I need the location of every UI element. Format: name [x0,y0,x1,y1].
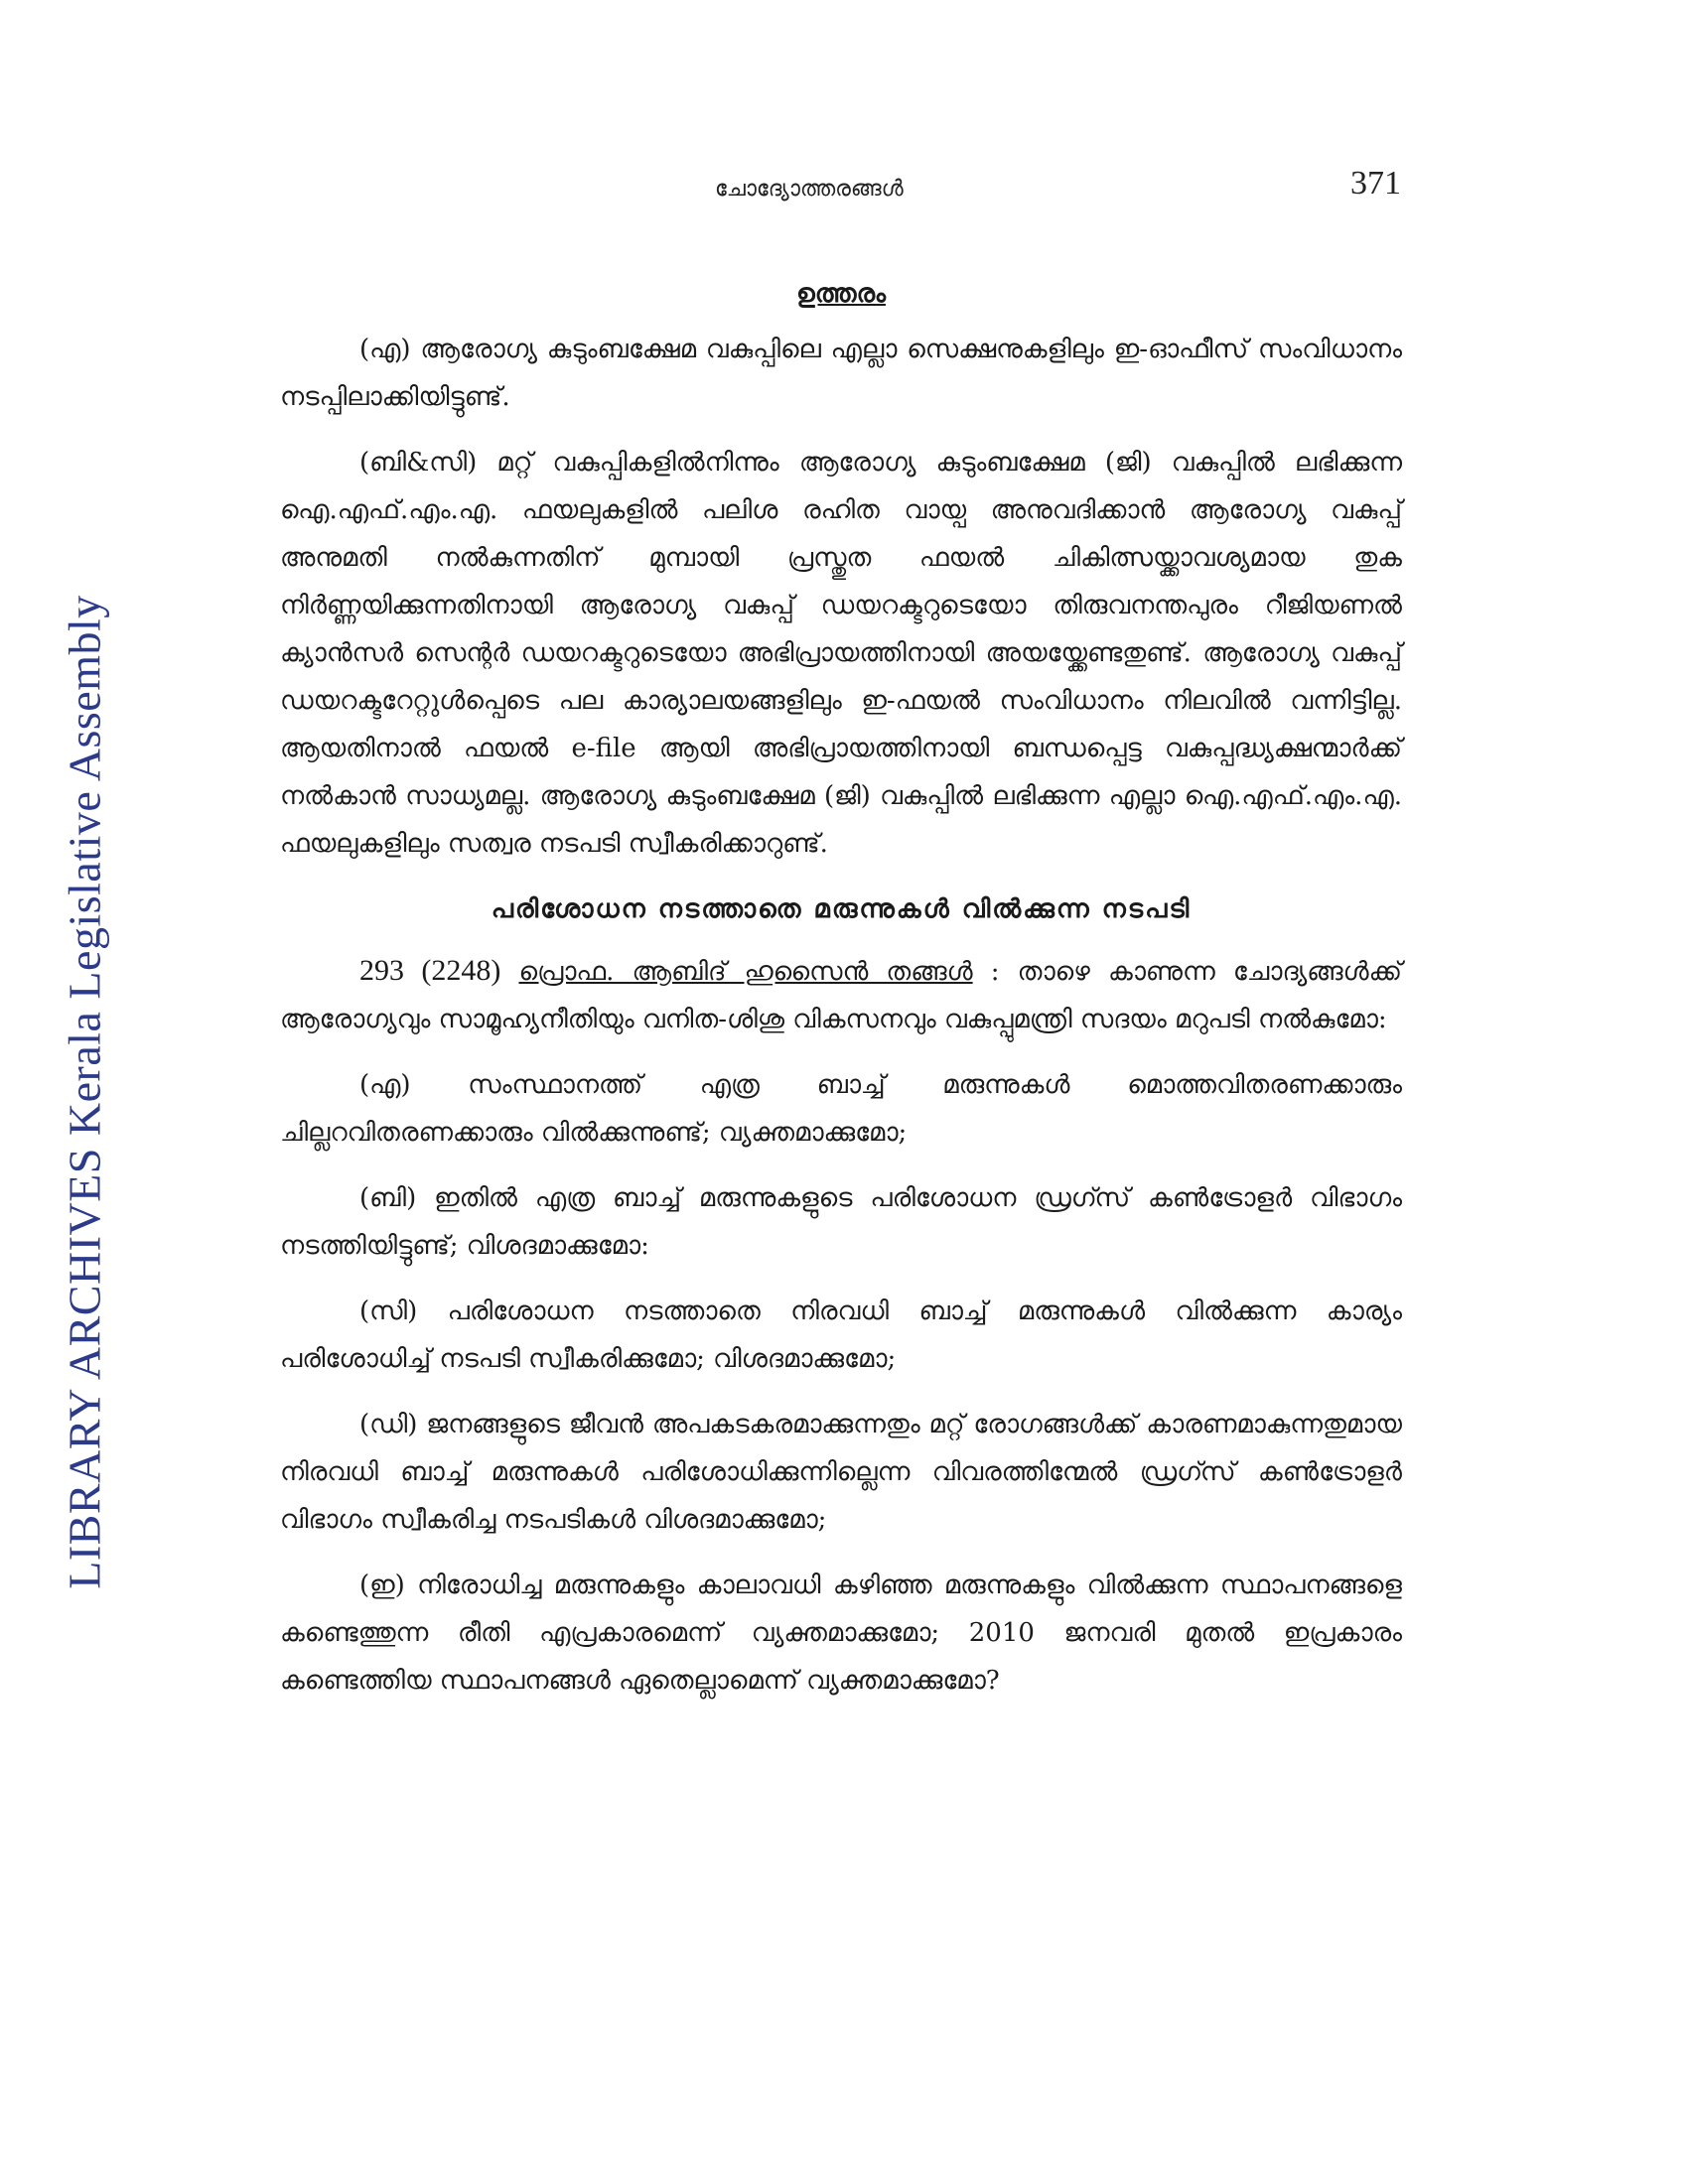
page-number: 371 [1350,165,1401,202]
page-header-title: ചോദ്യോത്തരങ്ങൾ [715,177,904,202]
question-asker: പ്രൊഫ. ആബിദ് ഹുസൈൻ തങ്ങൾ [518,957,973,987]
question-intro: : താഴെ കാണുന്ന ചോദ്യങ്ങൾക്ക് ആരോഗ്യവും സാമൂഹ്യനീതിയും വനിത-ശിശു വികസനവും വകുപ്പുമന്ത്രി സദയം മറുപടി നൽകുമോ: [280,957,1403,1034]
answer-part-a: (എ) ആരോഗ്യ കുടുംബക്ഷേമ വകുപ്പിലെ എല്ലാ സെക്ഷനുകളിലും ഇ-ഓഫീസ് സംവിധാനം നടപ്പിലാക്കിയിട്ടുണ്ട്. [280,335,1402,412]
question-number: 293 (2248) [359,954,501,987]
question-part-e: (ഇ) നിരോധിച്ച മരുന്നുകളും കാലാവധി കഴിഞ്ഞ മരുന്നുകളും വിൽക്കുന്ന സ്ഥാപനങ്ങളെ കണ്ടെത്തുന്ന രീതി എപ്രകാരമെന്ന് വ്യക്തമാക്കുമോ; 2010 ജനവരി മുതൽ ഇപ്രകാരം കണ്ടെത്തിയ സ്ഥാപനങ്ങൾ ഏതെല്ലാമെന്ന് വ്യക്തമാക്കുമോ? [280,1570,1402,1696]
question-part-c: (സി) പരിശോധന നടത്താതെ നിരവധി ബാച്ച് മരുന്നുകൾ വിൽക്കുന്ന കാര്യം പരിശോധിച്ച് നടപടി സ്വീകരിക്കുമോ; വിശദമാക്കുമോ; [280,1297,1402,1374]
library-archives-watermark: LIBRARY ARCHIVES Kerala Legislative Assembly [59,595,110,1589]
question-part-a: (എ) സംസ്ഥാനത്ത് എത്ര ബാച്ച് മരുന്നുകൾ മൊത്തവിതരണക്കാരും ചില്ലറവിതരണക്കാരും വിൽക്കുന്നുണ്ട്; വ്യക്തമാക്കുമോ; [280,1070,1402,1148]
question-part-d: (ഡി) ജനങ്ങളുടെ ജീവൻ അപകടകരമാക്കുന്നതും മറ്റ് രോഗങ്ങൾക്ക് കാരണമാകുന്നതുമായ നിരവധി ബാച്ച് മരുന്നുകൾ പരിശോധിക്കുന്നില്ലെന്ന വിവരത്തിന്മേൽ ഡ്രഗ്സ് കൺട്രോളർ വിഭാഗം സ്വീകരിച്ച നടപടികൾ വിശദമാക്കുമോ; [280,1410,1402,1535]
answer-part-bc: (ബി&സി) മറ്റ് വകുപ്പികളിൽനിന്നും ആരോഗ്യ കുടുംബക്ഷേമ (ജി) വകുപ്പിൽ ലഭിക്കുന്ന ഐ.എഫ്.എം.എ. ഫയലുകളിൽ പലിശ രഹിത വായ്പ അനുവദിക്കാൻ ആരോഗ്യ വകുപ്പ് അനുമതി നൽകുന്നതിന് മുമ്പായി പ്രസ്തുത ഫയൽ ചികിത്സയ്ക്കാവശ്യമായ തുക നിർണ്ണയിക്കുന്നതിനായി ആരോഗ്യ വകുപ്പ് ഡയറക്ടറുടെയോ തിരുവനന്തപുരം റീജിയണൽ ക്യാൻസർ സെന്റർ ഡയറക്ടറുടെയോ അഭിപ്രായത്തിനായി അയയ്ക്കേണ്ടതുണ്ട്. ആരോഗ്യ വകുപ്പ് ഡയറക്ടറേറ്റുൾപ്പെടെ പല കാര്യാലയങ്ങളിലും ഇ-ഫയൽ സംവിധാനം നിലവിൽ വന്നിട്ടില്ല. ആയതിനാൽ ഫയൽ e-file ആയി അഭിപ്രായത്തിനായി ബന്ധപ്പെട്ട വകുപ്പദ്ധ്യക്ഷന്മാർക്ക് നൽകാൻ സാധ്യമല്ല. ആരോഗ്യ കുടുംബക്ഷേമ (ജി) വകുപ്പിൽ ലഭിക്കുന്ന എല്ലാ ഐ.എഫ്.എം.എ. ഫയലുകളിലും സത്വര നടപടി സ്വീകരിക്കാറുണ്ട്. [280,448,1402,859]
page-content [280,270,1402,1722]
question-part-b: (ബി) ഇതിൽ എത്ര ബാച്ച് മരുന്നുകളുടെ പരിശോധന ഡ്രഗ്സ് കൺട്രോളർ വിഭാഗം നടത്തിയിട്ടുണ്ട്; വിശദമാക്കുമോ: [280,1183,1402,1261]
question-intro-paragraph [280,947,1402,1043]
answer-heading: ഉത്തരം [796,279,886,309]
question-subheading: പരിശോധന നടത്താതെ മരുന്നുകൾ വിൽക്കുന്ന നടപടി [491,894,1192,924]
